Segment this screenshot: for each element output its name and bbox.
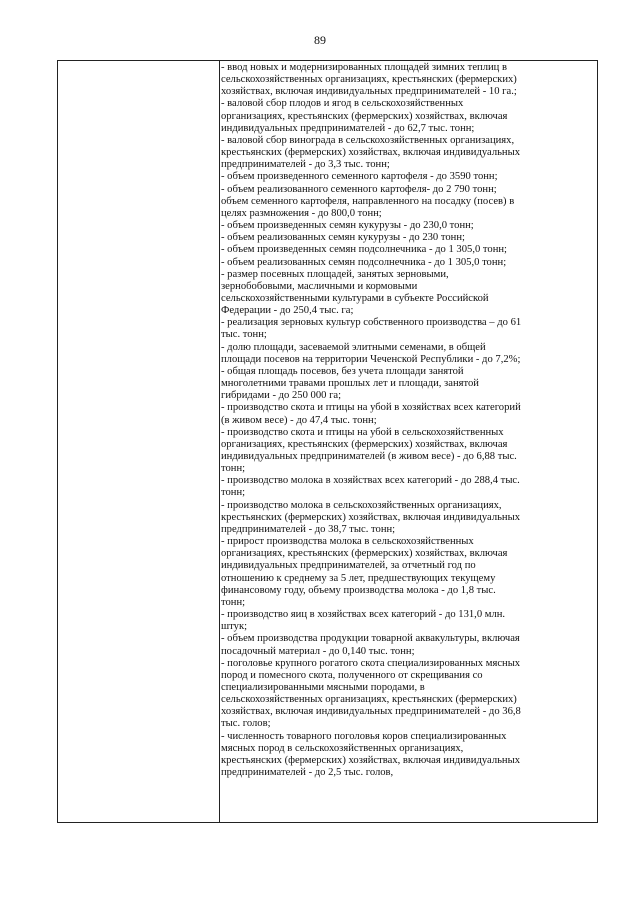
text-line: хозяйствах, включая индивидуальных предпринимателей - до 36,8 — [221, 706, 521, 718]
text-line: - объем произведенных семян кукурузы - до 230,0 тонн; — [221, 220, 474, 232]
text-line: зернобобовыми, масличными и кормовыми — [221, 280, 418, 292]
text-line: предпринимателей - до 3,3 тыс. тонн; — [221, 159, 390, 171]
text-line: тыс. голов; — [221, 718, 271, 730]
text-line: хозяйствах, включая индивидуальных предпринимателей - 10 га.; — [221, 86, 517, 98]
text-line: - объем произведенных семян подсолнечника - до 1 305,0 тонн; — [221, 244, 507, 256]
text-line: предпринимателей - до 38,7 тыс. тонн; — [221, 523, 396, 535]
document-table — [57, 60, 598, 823]
text-line: - объем производства продукции товарной аквакультуры, включая — [221, 633, 520, 645]
text-line: - объем реализованных семян кукурузы - до 230 тонн; — [221, 232, 465, 244]
text-line: организациях, крестьянских (фермерских) хозяйствах, включая — [221, 438, 508, 450]
text-line: тонн; — [221, 487, 246, 499]
table-text-cell — [221, 62, 594, 779]
text-line: - размер посевных площадей, занятых зерновыми, — [221, 268, 449, 280]
text-line: - производство скота и птицы на убой в хозяйствах всех категорий — [221, 402, 521, 414]
text-line: - долю площади, засеваемой элитными семенами, в общей — [221, 341, 486, 353]
text-line: предпринимателей - до 2,5 тыс. голов, — [221, 767, 394, 779]
text-line: Федерации - до 250,4 тыс. га; — [221, 305, 354, 317]
text-line: - производство молока в хозяйствах всех категорий - до 288,4 тыс. — [221, 475, 520, 487]
text-line: крестьянских (фермерских) хозяйствах, включая индивидуальных — [221, 511, 521, 523]
text-line: крестьянских (фермерских) хозяйствах, включая индивидуальных — [221, 147, 521, 159]
text-line: - валовой сбор плодов и ягод в сельскохозяйственных — [221, 98, 464, 110]
text-line: площади посевов на территории Чеченской Республики - до 7,2%; — [221, 353, 521, 365]
text-line: - производство скота и птицы на убой в сельскохозяйственных — [221, 426, 504, 438]
text-line: индивидуальных предпринимателей (в живом весе) - до 6,88 тыс. — [221, 451, 517, 462]
text-line: штук; — [221, 621, 248, 633]
text-line: - прирост производства молока в сельскохозяйственных — [221, 536, 474, 548]
text-line: - производство молока в сельскохозяйственных организациях, — [221, 499, 502, 511]
text-line: индивидуальных предпринимателей - до 62,7 тыс. тонн; — [221, 122, 475, 134]
text-line: - ввод новых и модернизированных площадей зимних теплиц в — [221, 62, 507, 73]
text-line: организациях, крестьянских (фермерских) хозяйствах, включая — [221, 548, 508, 560]
text-line: отношению к среднему за 5 лет, предшествующих текущему — [221, 572, 496, 584]
text-line: - реализация зерновых культур собственного производства – до 61 — [221, 317, 522, 329]
text-line: сельскохозяйственных организациях, крестьянских (фермерских) — [221, 74, 517, 86]
text-line: целях размножения - до 800,0 тонн; — [221, 207, 382, 219]
text-line: специализированными мясными породами, в — [221, 681, 425, 693]
text-line: финансовому году, объему производства молока - до 1,8 тыс. — [221, 584, 496, 596]
text-line: - объем произведенного семенного картофеля - до 3590 тонн; — [221, 171, 498, 183]
text-line: крестьянских (фермерских) хозяйствах, включая индивидуальных — [221, 754, 521, 766]
text-line: объем семенного картофеля, направленного на посадку (посев) в — [221, 195, 515, 207]
table-empty-cell — [58, 61, 220, 822]
text-line: тыс. тонн; — [221, 329, 267, 341]
text-line: многолетними травами прошлых лет и площади, занятой — [221, 378, 479, 390]
text-line: индивидуальных предпринимателей, за отчетный год по — [221, 560, 476, 572]
text-line: мясных пород в сельскохозяйственных организациях, — [221, 742, 464, 754]
text-line: пород и помесного скота, полученного от скрещивания со — [221, 669, 483, 681]
text-line: посадочный материал - до 0,140 тыс. тонн; — [221, 645, 415, 657]
text-line: сельскохозяйственными культурами в субъекте Российской — [221, 292, 489, 304]
text-line: (в живом весе) - до 47,4 тыс. тонн; — [221, 414, 377, 426]
text-line: - валовой сбор винограда в сельскохозяйственных организациях, — [221, 134, 515, 146]
text-line: - объем реализованного семенного картофеля- до 2 790 тонн; — [221, 183, 497, 195]
text-line: - объем реализованных семян подсолнечника - до 1 305,0 тонн; — [221, 256, 507, 268]
text-line: гибридами - до 250 000 га; — [221, 390, 342, 402]
text-line: - общая площадь посевов, без учета площади занятой — [221, 365, 464, 377]
text-line: - численность товарного поголовья коров специализированных — [221, 730, 507, 742]
text-line: организациях, крестьянских (фермерских) хозяйствах, включая — [221, 110, 508, 122]
text-line: - поголовье крупного рогатого скота специализированных мясных — [221, 657, 521, 669]
text-line: - производство яиц в хозяйствах всех категорий - до 131,0 млн. — [221, 609, 506, 621]
text-line: тонн; — [221, 596, 246, 608]
page-number: 89 — [314, 33, 326, 47]
text-line: тонн; — [221, 463, 246, 475]
text-line: сельскохозяйственных организациях, крестьянских (фермерских) — [221, 694, 517, 706]
